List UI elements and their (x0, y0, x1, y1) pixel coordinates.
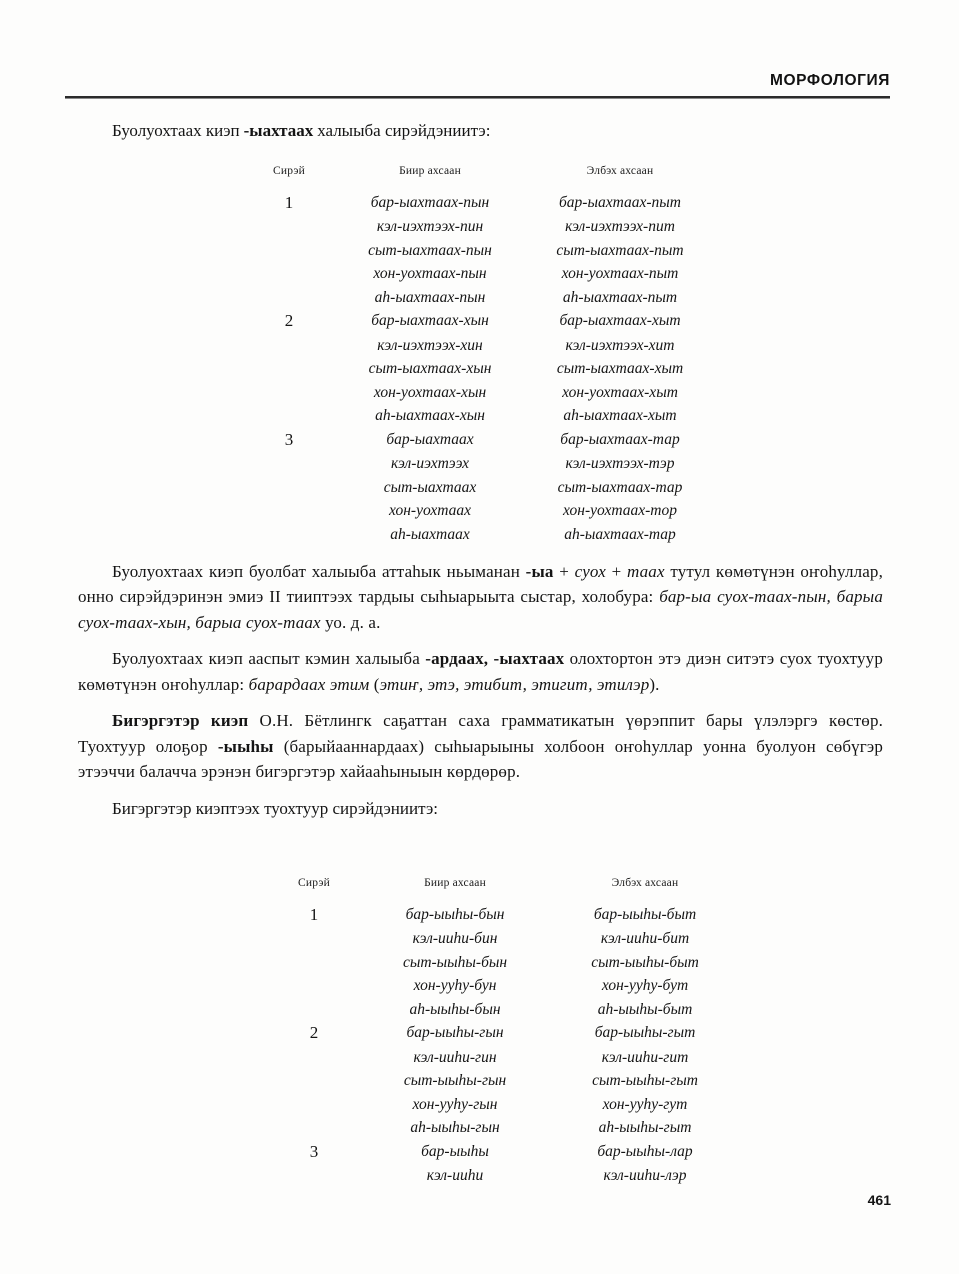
p2-example-1: барардаах этим (248, 674, 370, 694)
p1-t1: Буолуохтаах киэп буолбат халыыба аттаһык ньыманан (112, 561, 526, 581)
paradigm-table-2-wrapper (268, 872, 740, 1188)
spacer-1 (78, 635, 883, 646)
plural-form-cell: сыт-ыыһы-гыт (592, 1072, 698, 1089)
table1-header-row (243, 160, 715, 191)
paragraph-1 (78, 559, 883, 636)
person-number: 1 (309, 904, 319, 924)
plural-form-cell: кэл-ииһи-лэр (603, 1167, 687, 1184)
p1-t4: тутул көмөтүнэн оҥоһуллар, онно сирэйдэринэн эмиэ II тииптээх тардыы сыһыарыыта сыстар, холобура: (78, 561, 883, 606)
person-cell (243, 239, 335, 263)
plural-form-cell: хон-уохтаах-пыт (561, 265, 679, 282)
person-cell (243, 334, 335, 358)
singular-form-cell: сыт-ыыһы-гын (403, 1072, 507, 1089)
p1-affix-ya: -ыа (525, 561, 554, 581)
table-row (243, 404, 715, 428)
p1-examples: бар-ыа суох-таах-пын, барыа суох-таах-хын, барыа суох-таах (78, 587, 883, 632)
table-row (243, 286, 715, 310)
table-row (243, 476, 715, 500)
plural-form-cell: бар-ыыһы-лар (597, 1142, 693, 1160)
table-row (268, 951, 740, 975)
singular-form-cell: сыт-ыахтаах-пын (368, 241, 492, 259)
singular-form-cell: кэл-иэхтээх (391, 455, 469, 472)
intro1-before: Буолуохтаах киэп (112, 121, 240, 140)
table2-body (268, 903, 740, 1188)
running-header (65, 72, 890, 90)
table-row (243, 215, 715, 239)
plural-form-cell: аһ-ыыһы-гыт (598, 1119, 692, 1136)
person-cell (268, 1093, 360, 1117)
singular-form-cell: бар-ыыһы-бын (405, 905, 505, 923)
person-cell (268, 1140, 360, 1165)
singular-form-cell: хон-уохтаах-хын (373, 383, 487, 401)
table-row (243, 381, 715, 405)
person-cell (243, 452, 335, 476)
table-row (243, 357, 715, 381)
singular-form-cell: кэл-иэхтээх-пин (376, 218, 484, 235)
intro1-after: халыыба сирэйдэниитэ: (317, 121, 491, 140)
plural-form-cell: сыт-ыыһы-быт (591, 953, 699, 971)
person-cell (243, 309, 335, 334)
table2-head (268, 872, 740, 903)
person-cell (268, 1021, 360, 1046)
table-row (268, 1093, 740, 1117)
person-cell (243, 191, 335, 216)
person-number: 2 (284, 311, 294, 330)
p1-taax: таах (627, 561, 665, 581)
paradigm-table-1 (243, 160, 715, 546)
person-cell (243, 523, 335, 547)
table-row (243, 262, 715, 286)
table1-col-person: Сирэй (273, 165, 305, 177)
table-row (243, 239, 715, 263)
table-row (268, 1164, 740, 1188)
plural-form-cell: кэл-иэхтээх-хит (565, 336, 675, 354)
person-number: 3 (284, 429, 294, 449)
singular-form-cell: бар-ыахтаах-пын (370, 193, 490, 211)
singular-form-cell: бар-ыахтаах (386, 430, 474, 448)
plural-form-cell: хон-ууһу-бут (601, 977, 689, 994)
p1-t3: + (605, 561, 628, 581)
singular-form-cell: кэл-ииһи-бин (412, 930, 498, 947)
p2-affixes: -ардаах, -ыахтаах (425, 649, 565, 668)
person-cell (268, 927, 360, 951)
table-row (268, 1021, 740, 1046)
person-cell (268, 998, 360, 1022)
table-row (243, 191, 715, 216)
plural-form-cell: хон-ууһу-гут (602, 1095, 688, 1113)
singular-form-cell: сыт-ыахтаах (383, 478, 477, 496)
plural-form-cell: кэл-ииһи-бит (600, 930, 690, 947)
table-row (243, 523, 715, 547)
person-cell (243, 499, 335, 523)
plural-form-cell: сыт-ыахтаах-хыт (556, 360, 684, 377)
singular-form-cell: аһ-ыахтаах-пын (374, 288, 486, 306)
running-header-title: МОРФОЛОГИЯ (769, 72, 890, 89)
spacer-2 (78, 697, 883, 708)
table2-col-plural: Элбэх ахсаан (611, 877, 679, 889)
intro1-affix: -ыахтаах (243, 121, 314, 140)
plural-form-cell: аһ-ыыһы-быт (597, 1000, 693, 1018)
table-row (243, 428, 715, 453)
p3-t2: (барыйааннардаах) сыһыарыыны холбоон оҥоһуллар уонна буолуон сөбүгэр этээччи балачча эрэнэн бигэргэтэр хайааһыныын көрдөрөр. (78, 736, 884, 781)
singular-form-cell: кэл-иэхтээх-хин (377, 336, 483, 354)
table-row (268, 974, 740, 998)
person-cell (243, 381, 335, 405)
singular-form-cell: аһ-ыахтаах (390, 525, 470, 543)
p2-t3: ( (369, 674, 380, 694)
plural-form-cell: хон-уохтаах-тор (563, 502, 677, 519)
singular-form-cell: аһ-ыыһы-бын (409, 1000, 501, 1018)
person-cell (268, 1046, 360, 1070)
singular-form-cell: хон-уохтаах-пын (373, 265, 487, 282)
table-row (243, 309, 715, 334)
p2-t1: Буолуохтаах киэп ааспыт кэмин халыыба (112, 649, 426, 668)
plural-form-cell: бар-ыахтаах-пыт (559, 193, 681, 211)
person-cell (268, 951, 360, 975)
person-cell (243, 404, 335, 428)
person-cell (268, 974, 360, 998)
singular-form-cell: хон-уохтаах (388, 502, 472, 519)
paragraph-2 (78, 646, 883, 697)
p2-example-2: этиҥ, этэ, этибит, этигит, этилэр (379, 674, 650, 694)
singular-form-cell: кэл-ииһи (426, 1167, 484, 1184)
table-row (268, 903, 740, 928)
singular-form-cell: сыт-ыахтаах-хын (368, 360, 492, 377)
p1-t2: + (553, 561, 575, 581)
paradigm-table-1-wrapper (243, 160, 715, 546)
page-number: 461 (867, 1192, 891, 1208)
person-cell (243, 215, 335, 239)
singular-form-cell: аһ-ыахтаах-хын (375, 407, 485, 424)
singular-form-cell: сыт-ыыһы-бын (402, 953, 508, 971)
p2-t2: олохтортон этэ диэн ситэтэ суох туохтуур көмөтүнэн оҥоһуллар: (78, 649, 883, 694)
table2-col-person: Сирэй (298, 877, 330, 889)
plural-form-cell: сыт-ыахтаах-тар (557, 478, 683, 496)
spacer-3 (78, 785, 883, 796)
plural-form-cell: сыт-ыахтаах-пыт (556, 241, 684, 259)
person-cell (268, 1069, 360, 1093)
table-row (268, 1140, 740, 1165)
plural-form-cell: кэл-иэхтээх-пит (565, 218, 675, 235)
p3-affix: -ыыһы (217, 736, 274, 756)
singular-form-cell: аһ-ыыһы-гын (410, 1119, 500, 1136)
person-cell (243, 428, 335, 453)
person-cell (268, 903, 360, 928)
singular-form-cell: бар-ыахтаах-хын (371, 312, 489, 329)
plural-form-cell: аһ-ыахтаах-тар (564, 525, 676, 543)
table-row (268, 1069, 740, 1093)
table1-col-singular: Биир ахсаан (399, 165, 461, 177)
person-cell (268, 1116, 360, 1140)
plural-form-cell: бар-ыыһы-гыт (594, 1024, 696, 1041)
person-cell (243, 357, 335, 381)
table-row (243, 452, 715, 476)
table-row (268, 1046, 740, 1070)
singular-form-cell: кэл-ииһи-гин (413, 1048, 497, 1066)
paradigm-table-2 (268, 872, 740, 1188)
singular-form-cell: хон-ууһу-бун (413, 977, 497, 994)
table-row (268, 927, 740, 951)
singular-form-cell: хон-ууһу-гын (412, 1095, 498, 1113)
table-row (268, 1116, 740, 1140)
plural-form-cell: кэл-ииһи-гит (601, 1048, 689, 1066)
p3-t1: О.Н. Бётлингк саҕаттан саха грамматикатын үөрэппит бары үлэлэргэ көстөр. Туохтуур олоҕор (78, 711, 883, 756)
plural-form-cell: бар-ыыһы-быт (593, 905, 697, 923)
plural-form-cell: хон-уохтаах-хыт (562, 383, 678, 401)
person-cell (243, 286, 335, 310)
table2-col-singular: Биир ахсаан (424, 877, 486, 889)
table-row (268, 998, 740, 1022)
person-number: 3 (309, 1141, 319, 1161)
table-row (243, 334, 715, 358)
table1-body (243, 191, 715, 547)
intro-line-2: Бигэргэтэр киэптээх туохтуур сирэйдэниитэ: (112, 798, 438, 818)
plural-form-cell: бар-ыахтаах-тар (560, 430, 680, 448)
plural-form-cell: аһ-ыахтаах-хыт (563, 407, 677, 424)
person-cell (243, 262, 335, 286)
singular-form-cell: бар-ыыһы-гын (406, 1024, 504, 1041)
header-rule (65, 96, 890, 99)
table1-col-plural: Элбэх ахсаан (586, 165, 654, 177)
singular-form-cell: бар-ыыһы (421, 1142, 489, 1160)
p3-term: Бигэргэтэр киэп (112, 711, 249, 730)
person-cell (268, 1164, 360, 1188)
paragraph-3 (78, 708, 883, 785)
person-number: 1 (284, 192, 294, 212)
table-row (243, 499, 715, 523)
table2-header-row (268, 872, 740, 903)
plural-form-cell: кэл-иэхтээх-тэр (565, 455, 675, 472)
table1-head (243, 160, 715, 191)
p2-t4: ). (649, 674, 660, 694)
person-cell (243, 476, 335, 500)
plural-form-cell: аһ-ыахтаах-пыт (562, 288, 678, 306)
plural-form-cell: бар-ыахтаах-хыт (559, 312, 681, 329)
p1-suox: суох (574, 561, 606, 581)
p1-t5: уо. д. а. (320, 612, 381, 632)
intro-line-1 (78, 118, 883, 144)
person-number: 2 (309, 1023, 319, 1042)
